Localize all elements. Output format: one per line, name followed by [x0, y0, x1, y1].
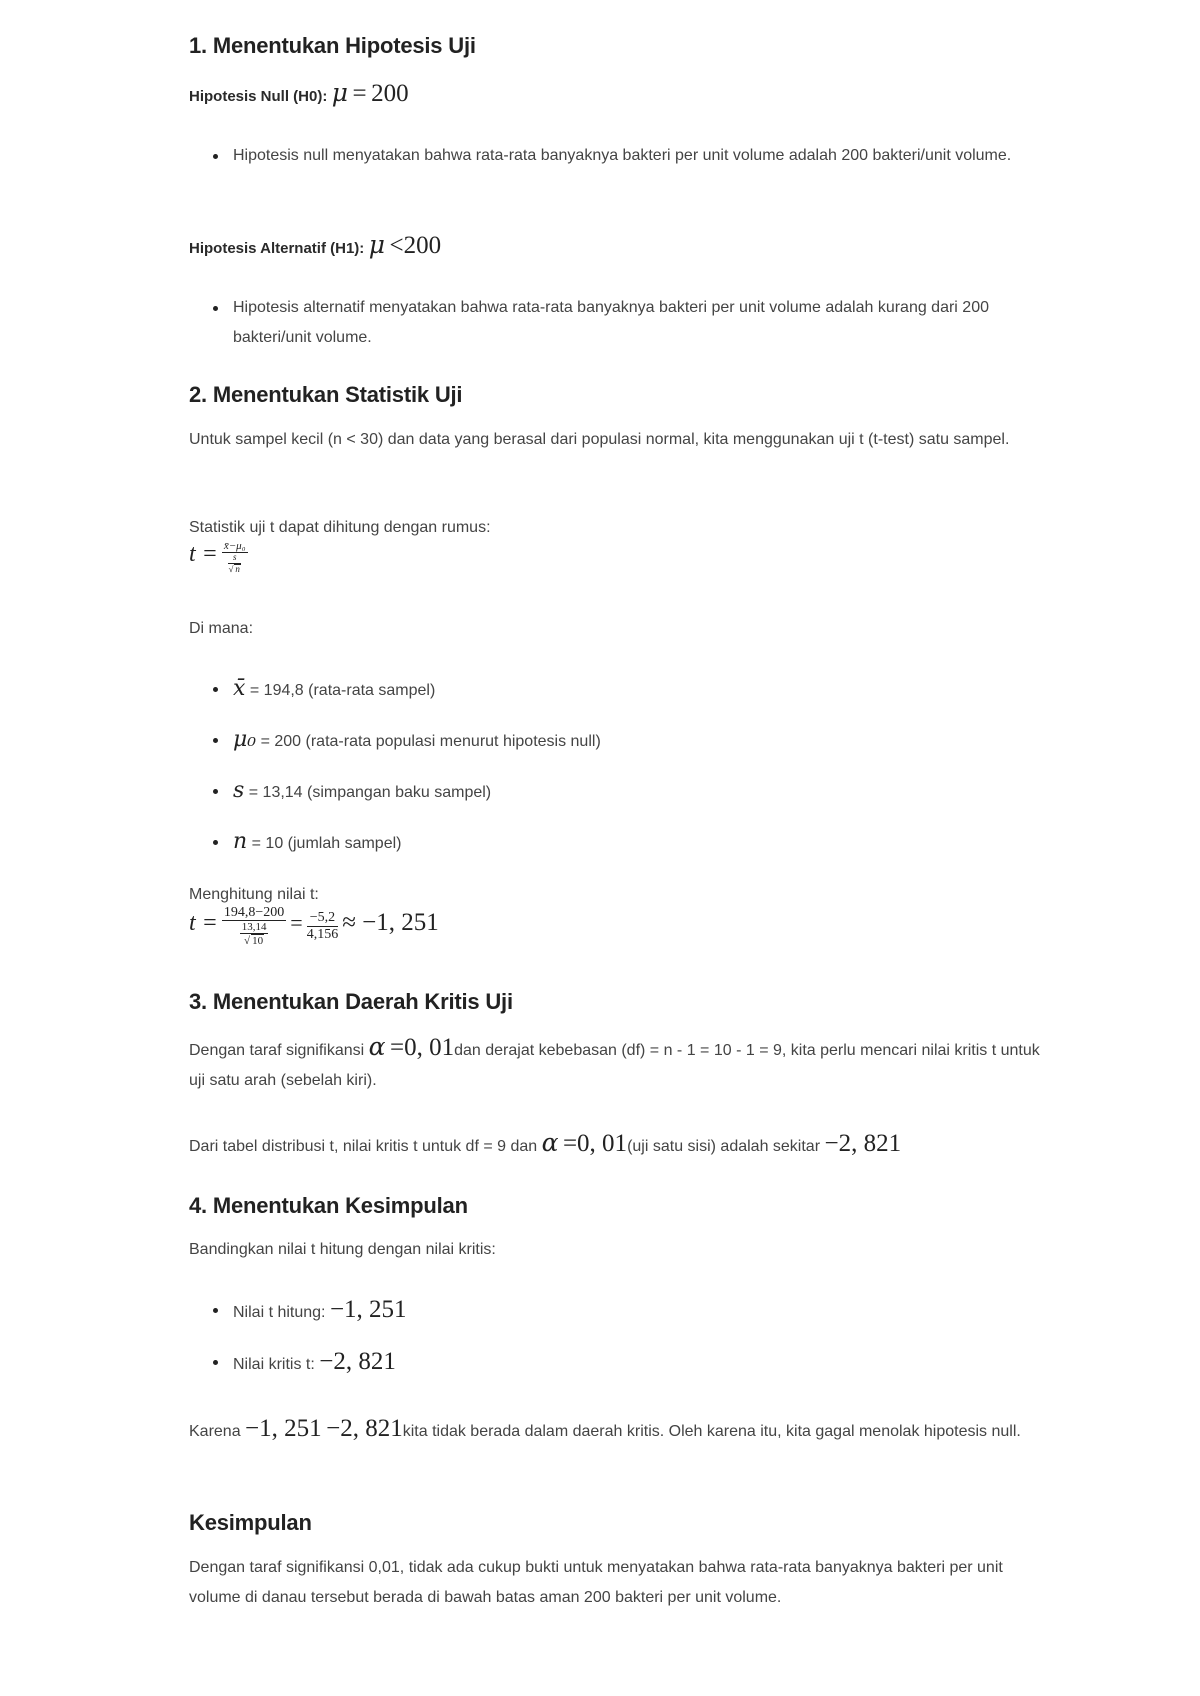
section-1-title: 1. Menentukan Hipotesis Uji	[189, 33, 476, 58]
h1-relation: <	[389, 232, 404, 259]
section-2-title: 2. Menentukan Statistik Uji	[189, 382, 463, 407]
t-hitung-item: Nilai t hitung: −1, 251	[189, 1295, 1049, 1328]
variables-list	[189, 674, 1049, 859]
alpha-symbol-2: α	[541, 1128, 559, 1157]
s3-paragraph-1: Dengan taraf signifikansi α =0, 01dan derajat kebebasan (df) = n - 1 = 10 - 1 = 9, kita perlu mencari nilai kritis t untuk uji satu arah (sebelah kiri).	[189, 1032, 1040, 1089]
section-3	[189, 989, 1049, 1015]
calc-lhs: t =	[189, 909, 218, 936]
t-formula	[189, 540, 1049, 575]
section-1	[189, 33, 1049, 59]
calc-equals: =	[290, 909, 303, 935]
h0-relation: =	[352, 80, 367, 107]
h1-line	[189, 230, 1049, 260]
calc-den-s: 13,14	[241, 921, 267, 934]
h0-mu: μ	[331, 78, 349, 107]
t-kritis-item: Nilai kritis t: −2, 821	[189, 1347, 1049, 1380]
var-mu0: μ₀ = 200 (rata-rata populasi menurut hipotesis null)	[189, 725, 1049, 757]
h0-value: 200	[371, 80, 409, 107]
h0-line	[189, 78, 1049, 108]
formula-den-s: s	[228, 553, 240, 564]
h1-bullet: Hipotesis alternatif menyatakan bahwa rata-rata banyaknya bakteri per unit volume adalah kurang dari 200 bakteri/unit volume.	[189, 293, 1049, 353]
critical-value: −2, 821	[824, 1130, 902, 1157]
section-3-title: 3. Menentukan Daerah Kritis Uji	[189, 989, 513, 1014]
s4-intro: Bandingkan nilai t hitung dengan nilai kritis:	[189, 1241, 496, 1258]
h1-bullets	[189, 293, 1049, 353]
h0-bullets	[189, 141, 1049, 171]
formula-intro: Statistik uji t dapat dihitung dengan rumus:	[189, 519, 491, 536]
formula-denominator: $\frac{s}{√ n}$	[228, 552, 240, 574]
conclusion-text: Dengan taraf signifikansi 0,01, tidak ada cukup bukti untuk menyatakan bahwa rata-rata banyaknya bakteri per unit volume di danau tersebut berada di bawah batas aman 200 bakteri per unit volume.	[189, 1559, 1003, 1606]
alpha-value-2: =0, 01	[562, 1130, 628, 1157]
comparison-list	[189, 1295, 1049, 1380]
h1-mu: μ	[368, 230, 385, 259]
calc-denominator: $\frac{13,14}{√ 10}$	[241, 921, 267, 948]
calc-fraction-2	[307, 910, 339, 942]
formula-den-n: n	[235, 563, 240, 574]
var-xbar: x̄ = 194,8 (rata-rata sampel)	[189, 674, 1049, 706]
t-kritis-value: −2, 821	[319, 1348, 396, 1375]
h1-label: Hipotesis Alternatif (H1):	[189, 240, 365, 257]
formula-lhs: t =	[189, 541, 218, 568]
dimana-label: Di mana:	[189, 620, 254, 637]
calc-numerator-2: −5,2	[307, 910, 339, 926]
compare-value-1: −1, 251	[245, 1415, 322, 1442]
calc-fraction-1	[222, 905, 286, 948]
calc-denominator-2: 4,156	[306, 926, 339, 942]
var-n: n = 10 (jumlah sampel)	[189, 827, 1049, 859]
alpha-value: =0, 01	[390, 1034, 455, 1061]
h0-bullet: Hipotesis null menyatakan bahwa rata-rata banyaknya bakteri per unit volume adalah 200 bakteri/unit volume.	[189, 141, 1049, 171]
section-4-title: 4. Menentukan Kesimpulan	[189, 1193, 468, 1218]
s3-paragraph-2: Dari tabel distribusi t, nilai kritis t untuk df = 9 dan α =0, 01(uji satu sisi) adalah sekitar −2, 821	[189, 1128, 902, 1157]
var-s: s = 13,14 (simpangan baku sampel)	[189, 776, 1049, 808]
section-conclusion	[189, 1510, 1049, 1536]
calc-result: ≈ −1, 251	[342, 908, 439, 936]
h0-label: Hipotesis Null (H0):	[189, 88, 328, 105]
calc-numerator: 194,8−200	[223, 905, 285, 920]
formula-numerator: x̄−μ₀	[223, 540, 246, 552]
calc-intro: Menghitung nilai t:	[189, 886, 319, 903]
calc-den-n: 10	[252, 935, 264, 948]
conclusion-title: Kesimpulan	[189, 1510, 312, 1535]
s4-conclusion: Karena −1, 251 −2, 821kita tidak berada dalam daerah kritis. Oleh karena itu, kita gagal menolak hipotesis null.	[189, 1415, 1021, 1442]
s2-intro: Untuk sampel kecil (n < 30) dan data yang berasal dari populasi normal, kita menggunakan uji t (t-test) satu sampel.	[189, 431, 1010, 448]
section-4	[189, 1193, 1049, 1219]
t-hitung-value: −1, 251	[329, 1296, 407, 1323]
h1-value: 200	[403, 232, 442, 259]
t-calculation	[189, 905, 1049, 948]
section-2	[189, 382, 1049, 408]
compare-value-2: −2, 821	[326, 1415, 403, 1442]
alpha-symbol: α	[368, 1032, 386, 1061]
formula-fraction	[222, 540, 248, 575]
